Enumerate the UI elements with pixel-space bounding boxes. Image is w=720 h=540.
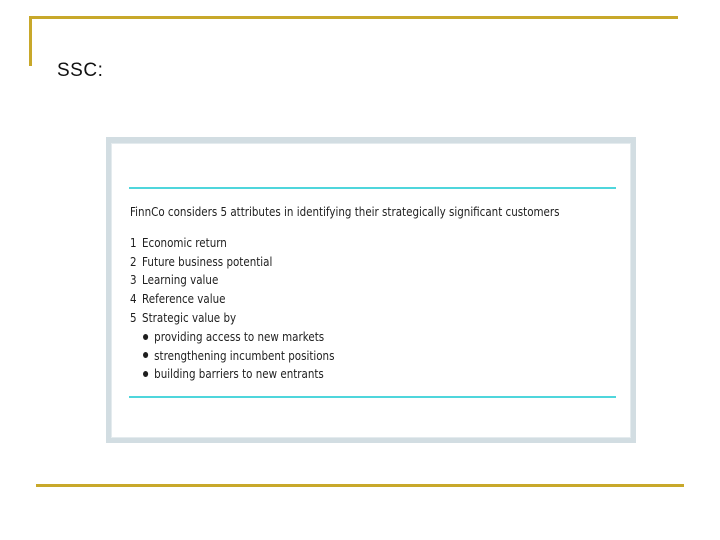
item-label: Learning value: [142, 273, 219, 288]
top-rule: [129, 187, 616, 189]
item-label: Future business potential: [142, 254, 273, 269]
list-item: [130, 234, 272, 253]
bullet-label: strengthening incumbent positions: [154, 348, 335, 363]
list-item: [130, 271, 272, 290]
item-number: 5: [130, 310, 137, 325]
item-label: Strategic value by: [142, 310, 237, 325]
slide-title: SSC:: [57, 60, 104, 81]
bullet-icon: [143, 334, 148, 340]
bullet-item: [143, 347, 334, 366]
item-number: 3: [130, 273, 137, 288]
item-label: Reference value: [142, 292, 226, 307]
figure-panel: [111, 143, 631, 438]
list-item: [130, 309, 272, 328]
bullet-icon: [143, 371, 148, 377]
bottom-accent-line: [36, 484, 684, 487]
strategic-value-bullets: [143, 328, 366, 384]
figure-frame: [106, 137, 636, 443]
bullet-item: [143, 328, 334, 347]
list-item: [130, 290, 272, 309]
item-label: Economic return: [142, 236, 227, 250]
bullet-label: providing access to new markets: [154, 330, 325, 344]
list-item: [130, 253, 272, 272]
attribute-list: [130, 234, 296, 327]
item-number: 4: [130, 292, 137, 307]
left-accent-line: [29, 16, 32, 66]
item-number: 1: [130, 236, 137, 250]
bullet-label: building barriers to new entrants: [154, 367, 324, 382]
bullet-icon: [143, 352, 148, 358]
top-accent-line: [29, 16, 678, 19]
item-number: 2: [130, 254, 137, 269]
bottom-rule: [129, 396, 616, 398]
bullet-item: [143, 365, 334, 384]
figure-heading: FinnCo considers 5 attributes in identifying their strategically significant customers: [130, 205, 560, 219]
